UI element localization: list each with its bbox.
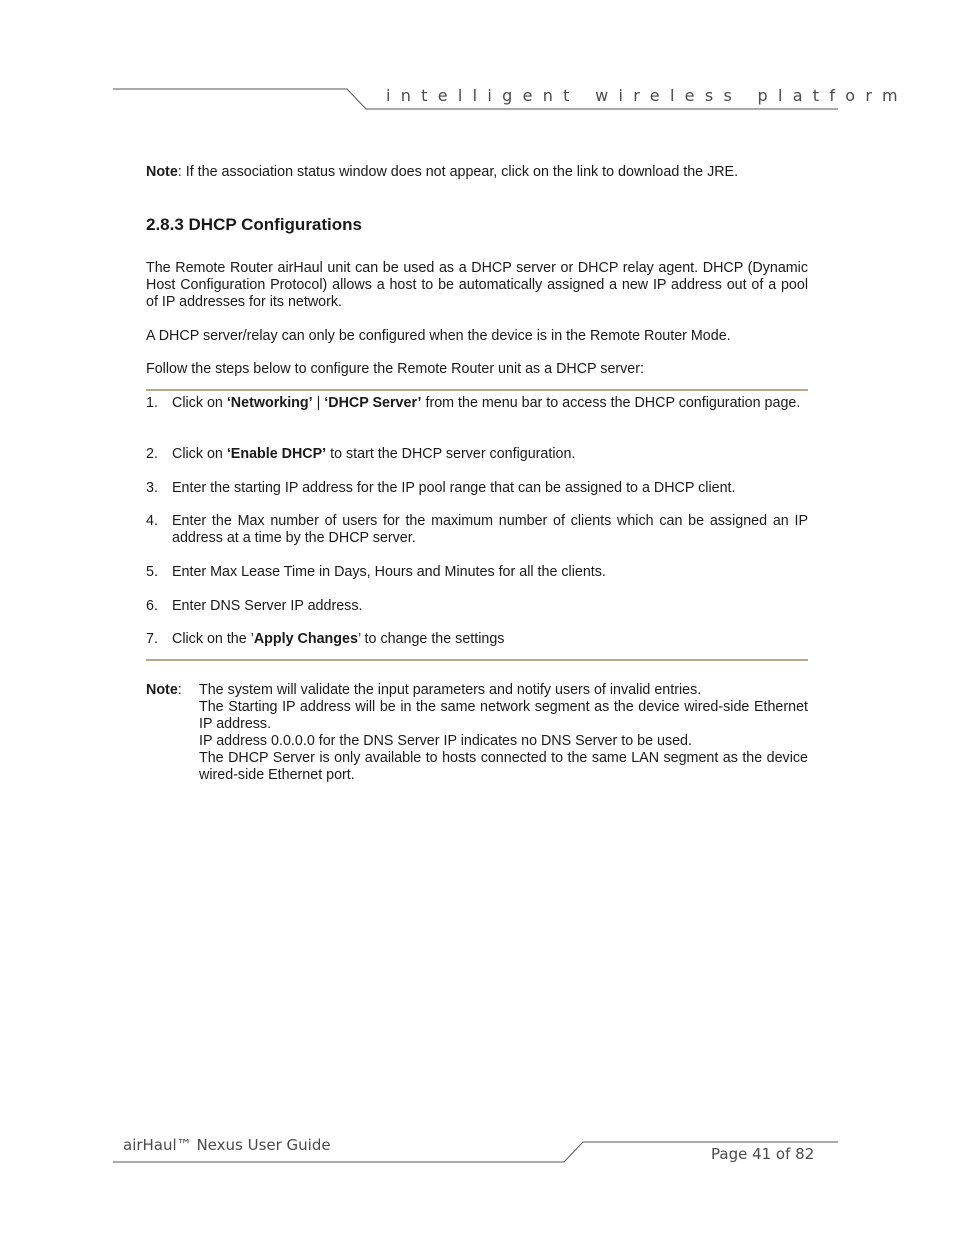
mode-paragraph: A DHCP server/relay can only be configured when the device is in the Remote Router Mode. [146, 328, 731, 344]
step-number: 7. [146, 631, 158, 647]
note-top-text: : If the association status window does not appear, click on the link to download the JRE. [177, 164, 739, 180]
step-text: Click on ‘Enable DHCP’ to start the DHCP server configuration. [172, 446, 576, 462]
footer-guide-title: airHaul™ Nexus User Guide [123, 1136, 331, 1154]
step-number: 3. [146, 480, 158, 496]
step-number: 5. [146, 564, 158, 580]
section-heading: 2.8.3 DHCP Configurations [146, 215, 362, 234]
note-top-label: Note [146, 164, 178, 180]
bottom-rule [146, 659, 808, 661]
note-line: The system will validate the input parameters and notify users of invalid entries. [199, 682, 702, 698]
step-text: Enter DNS Server IP address. [172, 598, 363, 614]
step-text: Enter Max Lease Time in Days, Hours and Minutes for all the clients. [172, 564, 606, 580]
header-tagline: intelligent wireless platform [386, 86, 908, 105]
note-bottom-label: Note: [146, 682, 182, 698]
note-line: IP address 0.0.0.0 for the DNS Server IP indicates no DNS Server to be used. [199, 733, 692, 749]
step-text: Click on the ’Apply Changes’ to change the settings [172, 631, 505, 647]
step-text: Click on ‘Networking’ | ‘DHCP Server’ from the menu bar to access the DHCP configuration page. [172, 395, 801, 411]
footer-page-number: Page 41 of 82 [711, 1145, 815, 1163]
note-line: The Starting IP address will be in the same network segment as the device wired-side Ethernet IP address. [199, 699, 808, 732]
step-text: Enter the Max number of users for the maximum number of clients which can be assigned an IP address at a time by the DHCP server. [172, 513, 808, 546]
note-top [146, 164, 808, 181]
step-number: 2. [146, 446, 158, 462]
step-number: 6. [146, 598, 158, 614]
step-number: 1. [146, 395, 158, 411]
steps-intro: Follow the steps below to configure the Remote Router unit as a DHCP server: [146, 361, 644, 377]
note-bottom-lines [199, 682, 808, 784]
intro-paragraph: The Remote Router airHaul unit can be used as a DHCP server or DHCP relay agent. DHCP (Dynamic Host Configuration Protocol) allows a host to be automatically assigned a new IP address out of a pool of IP addresses for its network. [146, 260, 808, 310]
top-rule [146, 389, 808, 391]
note-line: The DHCP Server is only available to hosts connected to the same LAN segment as the device wired-side Ethernet port. [199, 750, 808, 783]
step-text: Enter the starting IP address for the IP pool range that can be assigned to a DHCP client. [172, 480, 736, 496]
step-number: 4. [146, 513, 158, 529]
